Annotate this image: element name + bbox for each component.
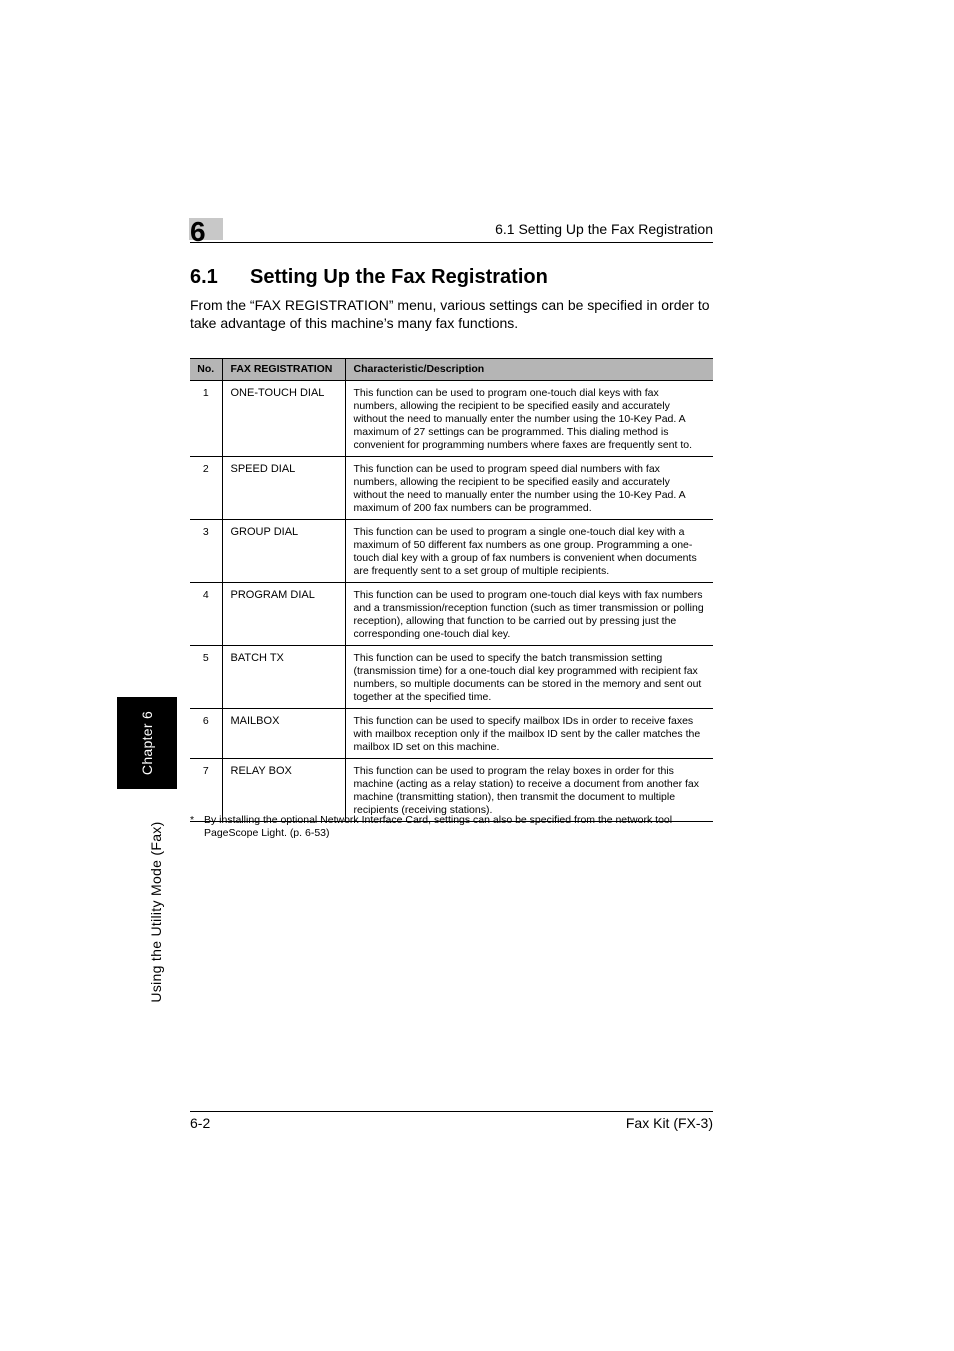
row-number: 4: [190, 583, 222, 646]
footer-rule: [190, 1111, 713, 1112]
header-rule: [190, 242, 713, 243]
table-row: [190, 520, 713, 583]
row-name: PROGRAM DIAL: [222, 583, 345, 646]
section-title: Setting Up the Fax Registration: [250, 266, 548, 288]
table-row: [190, 759, 713, 822]
row-name: RELAY BOX: [222, 759, 345, 822]
footnote-mark: *: [190, 814, 195, 826]
row-number: 7: [190, 759, 222, 822]
row-number: 2: [190, 457, 222, 520]
running-title: 6.1 Setting Up the Fax Registration: [495, 221, 713, 237]
table-row: [190, 457, 713, 520]
table-header-row: [190, 359, 713, 381]
chapter-side-tab-label: Chapter 6: [139, 710, 155, 776]
chapter-number: 6: [190, 216, 206, 247]
page-number: 6-2: [190, 1115, 211, 1131]
row-number: 1: [190, 381, 222, 457]
fax-registration-table: [190, 358, 713, 822]
product-name: Fax Kit (FX-3): [625, 1115, 713, 1131]
row-description: This function can be used to program a single one-touch dial key with a maximum of 50 different fax numbers as one group. Programming a one-touch dial key with a group of fax numbers is convenient when documents are frequently sent to a set group of multiple recipients.: [345, 520, 713, 583]
table-row: [190, 381, 713, 457]
section-heading: [190, 264, 548, 290]
column-header-fax-registration: FAX REGISTRATION: [222, 359, 345, 381]
row-description: This function can be used to specify the batch transmission setting (transmission time) for a one-touch dial key programmed with recipient fax numbers, so multiple documents can be stored in the memory and sent out together at the specified time.: [345, 646, 713, 709]
row-description: This function can be used to program one-touch dial keys with fax numbers, allowing the recipient to be specified easily and accurately without the need to manually enter the number using the 10-Key Pad. A maximum of 27 settings can be programmed. This dialing method is convenient for programming numbers where faxes are frequently sent to.: [345, 381, 713, 457]
row-name: MAILBOX: [222, 709, 345, 759]
table-row: [190, 583, 713, 646]
footnote-text: By installing the optional Network Interface Card, settings can also be specified from the network tool PageScope Light. (p. 6-53): [204, 814, 673, 839]
row-number: 3: [190, 520, 222, 583]
row-name: SPEED DIAL: [222, 457, 345, 520]
table-row: [190, 646, 713, 709]
row-name: GROUP DIAL: [222, 520, 345, 583]
row-name: BATCH TX: [222, 646, 345, 709]
row-description: This function can be used to program speed dial numbers with fax numbers, allowing the recipient to be specified easily and accurately without the need to manually enter the number using the 10-Key Pad. A maximum of 200 fax numbers can be programmed.: [345, 457, 713, 520]
table-row: [190, 709, 713, 759]
row-name: ONE-TOUCH DIAL: [222, 381, 345, 457]
section-number: 6.1: [190, 266, 218, 288]
side-section-label: Using the Utility Mode (Fax): [148, 821, 164, 1003]
column-header-no: No.: [190, 359, 222, 381]
row-number: 6: [190, 709, 222, 759]
row-description: This function can be used to specify mailbox IDs in order to receive faxes with mailbox reception only if the mailbox ID sent by the caller matches the mailbox ID set on this machine.: [345, 709, 713, 759]
column-header-description: Characteristic/Description: [345, 359, 713, 381]
intro-paragraph: From the “FAX REGISTRATION” menu, various settings can be specified in order to take advantage of this machine’s many fax functions.: [190, 297, 710, 331]
footnote: [190, 814, 716, 840]
row-description: This function can be used to program the relay boxes in order for this machine (acting as a relay station) to receive a document from another fax machine (transmitting station), then transmit the document to multiple recipients (receiving stations).: [345, 759, 713, 822]
row-number: 5: [190, 646, 222, 709]
row-description: This function can be used to program one-touch dial keys with fax numbers and a transmission/reception function (such as timer transmission or polling reception), allowing that function to be carried out by pressing just the corresponding one-touch dial key.: [345, 583, 713, 646]
